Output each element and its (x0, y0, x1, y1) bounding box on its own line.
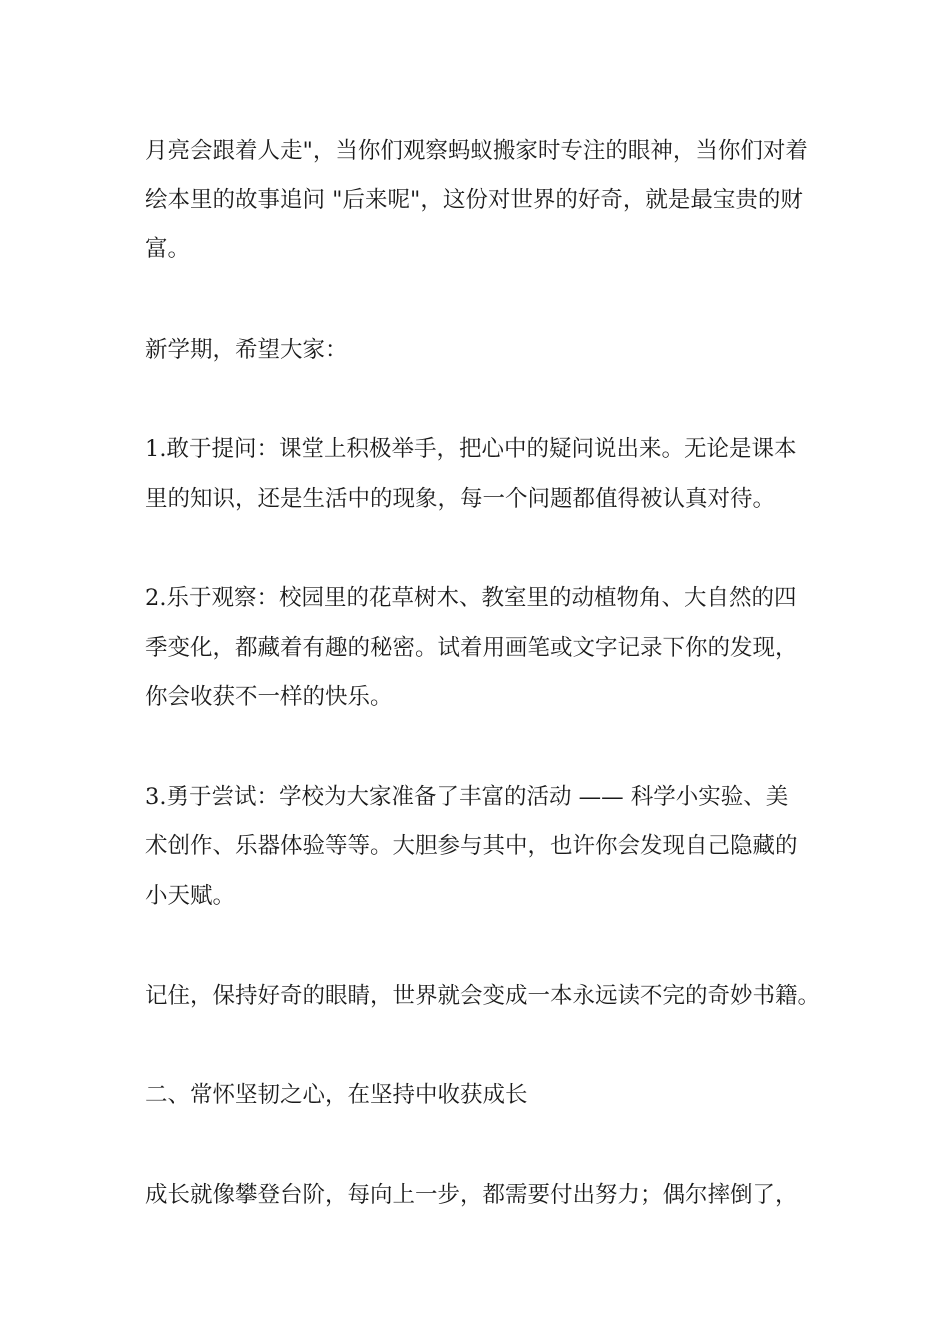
paragraph-line: 成长就像攀登台阶，每向上一步，都需要付出努力；偶尔摔倒了， (145, 1182, 798, 1208)
paragraph-line: 月亮会跟着人走"，当你们观察蚂蚁搬家时专注的眼神，当你们对着 (145, 138, 808, 164)
list-item-line: 1.敢于提问：课堂上积极举手，把心中的疑问说出来。无论是课本 (145, 436, 797, 462)
list-item-line: 小天赋。 (145, 883, 236, 909)
paragraph-line: 绘本里的故事追问 "后来呢"，这份对世界的好奇，就是最宝贵的财 (145, 187, 803, 213)
list-item-line: 3.勇于尝试：学校为大家准备了丰富的活动 —— 科学小实验、美 (145, 784, 789, 810)
paragraph-line: 新学期，希望大家： (145, 337, 348, 363)
paragraph-line: 记住，保持好奇的眼睛，世界就会变成一本永远读不完的奇妙书籍。 (145, 983, 821, 1009)
list-item-line: 2.乐于观察：校园里的花草树木、教室里的动植物角、大自然的四 (145, 585, 797, 611)
section-heading: 二、常怀坚韧之心，在坚持中收获成长 (145, 1082, 528, 1108)
paragraph-line: 富。 (145, 236, 191, 262)
list-item-line: 术创作、乐器体验等等。大胆参与其中，也许你会发现自己隐藏的 (145, 833, 798, 859)
list-item-line: 你会收获不一样的快乐。 (145, 684, 393, 710)
list-item-line: 季变化，都藏着有趣的秘密。试着用画笔或文字记录下你的发现， (145, 635, 798, 661)
list-item-line: 里的知识，还是生活中的现象，每一个问题都值得被认真对待。 (145, 486, 776, 512)
